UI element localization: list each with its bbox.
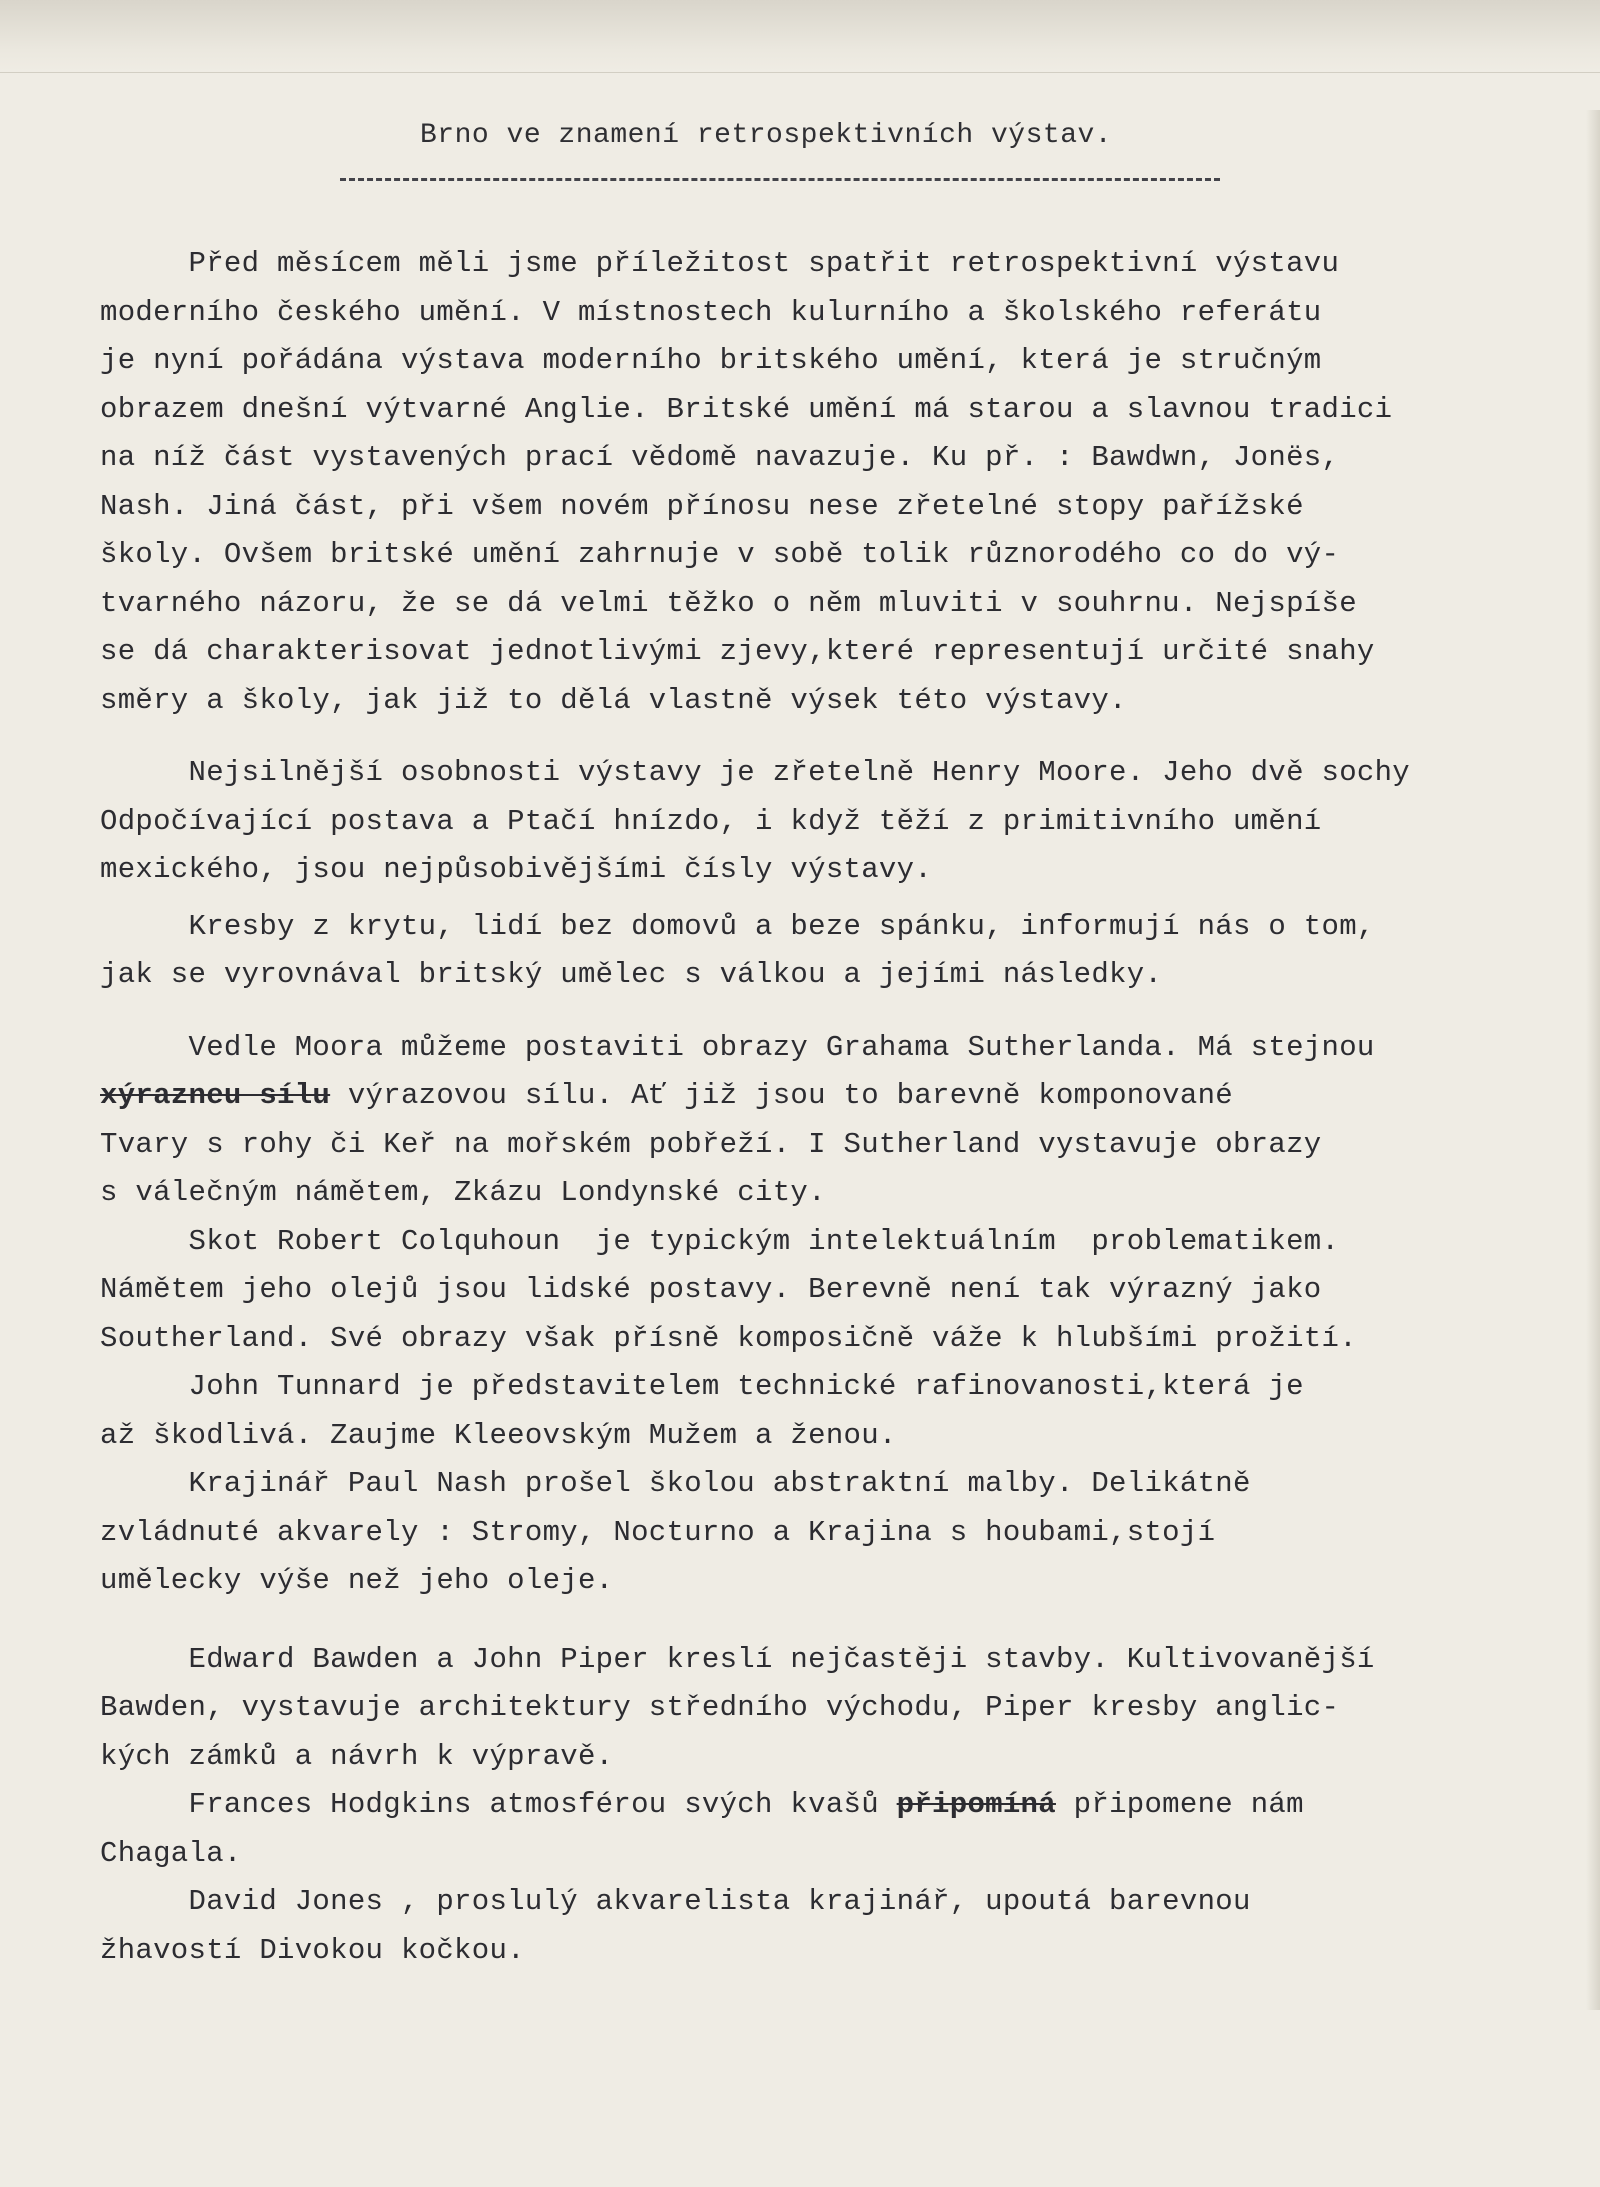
text-line: zvládnuté akvarely : Stromy, Nocturno a Krajina s houbami,stojí <box>100 1515 1216 1549</box>
text-segment: výrazovou sílu. Ať již jsou to barevně komponované <box>330 1079 1233 1112</box>
text-line: Krajinář Paul Nash prošel školou abstraktní malby. Delikátně <box>100 1467 1251 1500</box>
text-line: mexického, jsou nejpůsobivějšími čísly výstavy. <box>100 853 933 886</box>
text-line: Kresby z krytu, lidí bez domovů a beze spánku, informují nás o tom, <box>100 909 1375 943</box>
text-line: jak se vyrovnával britský umělec s válkou a jejími následky. <box>100 958 1163 991</box>
text-line: Nejsilnější osobnosti výstavy je zřetelně Henry Moore. Jeho dvě sochy <box>100 756 1411 789</box>
text-line: Southerland. Své obrazy však přísně komposičně váže k hlubšími prožití. <box>100 1321 1357 1355</box>
title-underline <box>340 178 1220 181</box>
text-line: se dá charakterisovat jednotlivými zjevy,které representují určité snahy <box>100 635 1375 668</box>
struck-text: xýrazneu sílu <box>100 1079 331 1112</box>
text-line: umělecky výše než jeho oleje. <box>100 1564 614 1597</box>
struck-text: připomíná <box>896 1788 1056 1821</box>
text-line: Chagala. <box>100 1836 242 1870</box>
text-line-with-strike <box>100 1781 1570 1830</box>
text-line: na níž část vystavených prací vědomě navazuje. Ku př. : Bawdwn, Jonës, <box>100 441 1340 474</box>
text-line: Námětem jeho olejů jsou lidské postavy. Berevně není tak výrazný jako <box>100 1273 1322 1306</box>
text-line: Nash. Jiná část, při všem novém přínosu nese zřetelné stopy pařížské <box>100 489 1304 523</box>
paragraph-4 <box>100 1024 1570 1218</box>
text-line: Odpočívající postava a Ptačí hnízdo, i když těží z primitivního umění <box>100 804 1322 838</box>
paragraph-1 <box>100 240 1570 725</box>
text-line: Skot Robert Colquhoun je typickým intelektuálním problematikem. <box>100 1224 1340 1258</box>
text-line-with-strike <box>100 1072 1570 1121</box>
text-line: Tvary s rohy či Keř na mořském pobřeží. I Sutherland vystavuje obrazy <box>100 1127 1322 1161</box>
text-line: David Jones , proslulý akvarelista krajinář, upoutá barevnou <box>100 1885 1251 1918</box>
paragraph-6 <box>100 1363 1570 1460</box>
document-title: Brno ve znamení retrospektivních výstav. <box>420 120 1113 151</box>
paragraph-7 <box>100 1460 1570 1606</box>
paragraph-8 <box>100 1636 1570 1782</box>
text-line: Edward Bawden a John Piper kreslí nejčastěji stavby. Kultivovanější <box>100 1642 1375 1676</box>
text-line: Bawden, vystavuje architektury středního východu, Piper kresby anglic- <box>100 1691 1340 1724</box>
paper-right-edge <box>1586 110 1600 2010</box>
text-segment: Frances Hodgkins atmosférou svých kvašů <box>100 1788 897 1821</box>
paragraph-10 <box>100 1878 1570 1975</box>
text-line: John Tunnard je představitelem technické rafinovanosti,která je <box>100 1370 1304 1403</box>
text-line: kých zámků a návrh k výpravě. <box>100 1739 614 1773</box>
paragraph-2 <box>100 749 1570 895</box>
text-line: Vedle Moora můžeme postaviti obrazy Grahama Sutherlanda. Má stejnou <box>100 1030 1375 1064</box>
text-line: obrazem dnešní výtvarné Anglie. Britské umění má starou a slavnou tradici <box>100 392 1393 426</box>
paper-top-edge <box>0 0 1600 73</box>
text-line: školy. Ovšem britské umění zahrnuje v sobě tolik různorodého co do vý- <box>100 538 1340 571</box>
text-line: až škodlivá. Zaujme Kleeovským Mužem a ženou. <box>100 1418 897 1452</box>
text-segment: připomene nám <box>1055 1788 1304 1821</box>
text-line: žhavostí Divokou kočkou. <box>100 1933 525 1967</box>
document-body <box>100 240 1570 1975</box>
text-line: je nyní pořádána výstava moderního britského umění, která je stručným <box>100 344 1322 377</box>
paragraph-9 <box>100 1781 1570 1878</box>
text-line: s válečným námětem, Zkázu Londynské city. <box>100 1176 826 1209</box>
text-line: směry a školy, jak již to dělá vlastně výsek této výstavy. <box>100 683 1127 717</box>
text-line: tvarného názoru, že se dá velmi těžko o něm mluviti v souhrnu. Nejspíše <box>100 586 1357 620</box>
paragraph-5 <box>100 1218 1570 1364</box>
paragraph-3 <box>100 903 1570 1000</box>
text-line: Před měsícem měli jsme příležitost spatřit retrospektivní výstavu <box>100 247 1340 280</box>
text-line: moderního českého umění. V místnostech kulurního a školského referátu <box>100 295 1322 329</box>
